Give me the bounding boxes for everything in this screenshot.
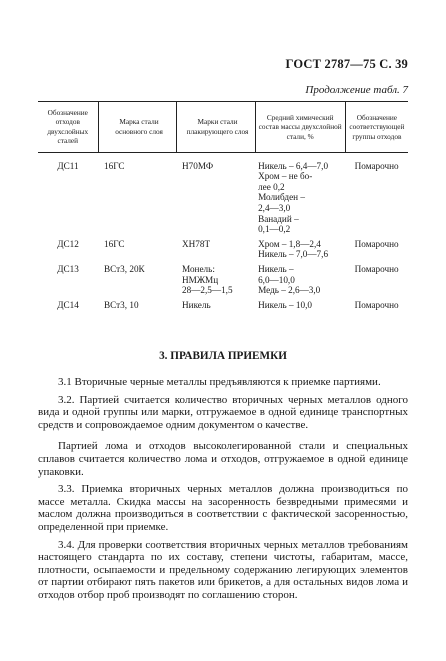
- composition-line: 2,4—3,0: [258, 203, 291, 213]
- column-header-waste-group: Обозначение соответствующей группы отходов: [345, 102, 408, 153]
- clad-line: Монель:: [182, 263, 215, 274]
- table-row: [38, 264, 408, 300]
- cell-code: ДС11: [57, 160, 79, 171]
- cell-base-steel: 16ГС: [104, 238, 125, 249]
- column-header-composition: Средний химический состав массы двухслойной стали, %: [255, 102, 345, 153]
- cell-base-steel: ВСт3, 20К: [104, 263, 145, 274]
- section-body: [38, 376, 408, 607]
- page-header-ref: ГОСТ 2787—75 С. 39: [285, 57, 408, 71]
- cell-code: ДС12: [57, 238, 79, 249]
- table-header-row: [38, 102, 408, 153]
- composition-line: Никель – 10,0: [258, 299, 312, 310]
- composition-line: лее 0,2: [258, 181, 285, 192]
- table-row: [38, 239, 408, 264]
- clad-line: 28—2,5—1,5: [182, 285, 233, 296]
- cell-waste-group: Помарочно: [354, 299, 399, 310]
- composition-line: Никель – 6,4—7,0: [258, 160, 329, 171]
- paragraph: 3.3. Приемка вторичных черных металлов должна производиться по массе металла. Скидка массы на засоренность безвредными примесями и маслом должна производиться в соответствии с фактической засоренностью, определенной при приемке.: [38, 483, 408, 533]
- cell-base-steel: ВСт3, 10: [104, 299, 139, 310]
- column-header-clad-steel: Марки стали плакирующего слоя: [176, 102, 255, 153]
- paragraph: 3.2. Партией считается количество вторичных черных металлов одного вида и одной группы или марки, отгружаемое в одной единице транспортных средств и сопровождаемое одним документом о качестве.: [38, 393, 408, 431]
- column-header-base-steel: Марка стали основного слоя: [98, 102, 176, 153]
- cell-waste-group: Помарочно: [354, 263, 399, 274]
- cell-composition: [255, 152, 345, 239]
- clad-line: НМЖМц: [182, 274, 219, 285]
- table-row: [38, 152, 408, 239]
- cell-code: ДС14: [57, 299, 79, 310]
- paragraph: Партией лома и отходов высоколегированной стали и специальных сплавов считается количество лома и отходов, отгружаемое в одной единице упаковки.: [38, 440, 408, 478]
- cell-waste-group: Помарочно: [354, 238, 399, 249]
- cell-clad-steel: [176, 152, 255, 239]
- paragraph: 3.1 Вторичные черные металлы предъявляются к приемке партиями.: [58, 376, 381, 388]
- cell-composition: [255, 239, 345, 264]
- clad-line: Н70МФ: [182, 160, 214, 171]
- cell-composition: [255, 300, 345, 315]
- table-continuation-label: Продолжение табл. 7: [305, 84, 408, 96]
- composition-line: 6,0—10,0: [258, 274, 295, 285]
- composition-line: Молибден –: [258, 192, 305, 203]
- clad-line: Никель: [182, 299, 211, 310]
- paragraph: 3.4. Для проверки соответствия вторичных черных металлов требованиям настоящего стандарта по их составу, степени чистоты, габаритам, массе, плотности, осыпаемости и предельному содержанию легирующих элементов от партии отбирают пять пакетов или брикетов, а для остальных видов лома и отходов отбор проб производят по соглашению сторон.: [38, 538, 408, 601]
- cell-clad-steel: [176, 239, 255, 264]
- steel-waste-table: [38, 101, 408, 314]
- composition-line: Никель –: [258, 263, 294, 274]
- cell-base-steel: 16ГС: [104, 160, 125, 171]
- section-title: 3. ПРАВИЛА ПРИЕМКИ: [159, 350, 287, 362]
- cell-code: ДС13: [57, 263, 79, 274]
- composition-line: Хром – не бо-: [258, 171, 313, 182]
- cell-composition: [255, 264, 345, 300]
- cell-clad-steel: [176, 264, 255, 300]
- cell-clad-steel: [176, 300, 255, 315]
- composition-line: Никель – 7,0—7,6: [258, 249, 329, 260]
- clad-line: ХН78Т: [182, 238, 211, 249]
- column-header-code: Обозначение отходов двухслойных сталей: [38, 102, 98, 153]
- composition-line: Медь – 2,6—3,0: [258, 285, 321, 296]
- composition-line: Ванадий –: [258, 213, 299, 224]
- composition-line: Хром – 1,8—2,4: [258, 238, 321, 249]
- table-row: [38, 300, 408, 315]
- composition-line: 0,1—0,2: [258, 224, 291, 235]
- cell-waste-group: Помарочно: [354, 160, 399, 171]
